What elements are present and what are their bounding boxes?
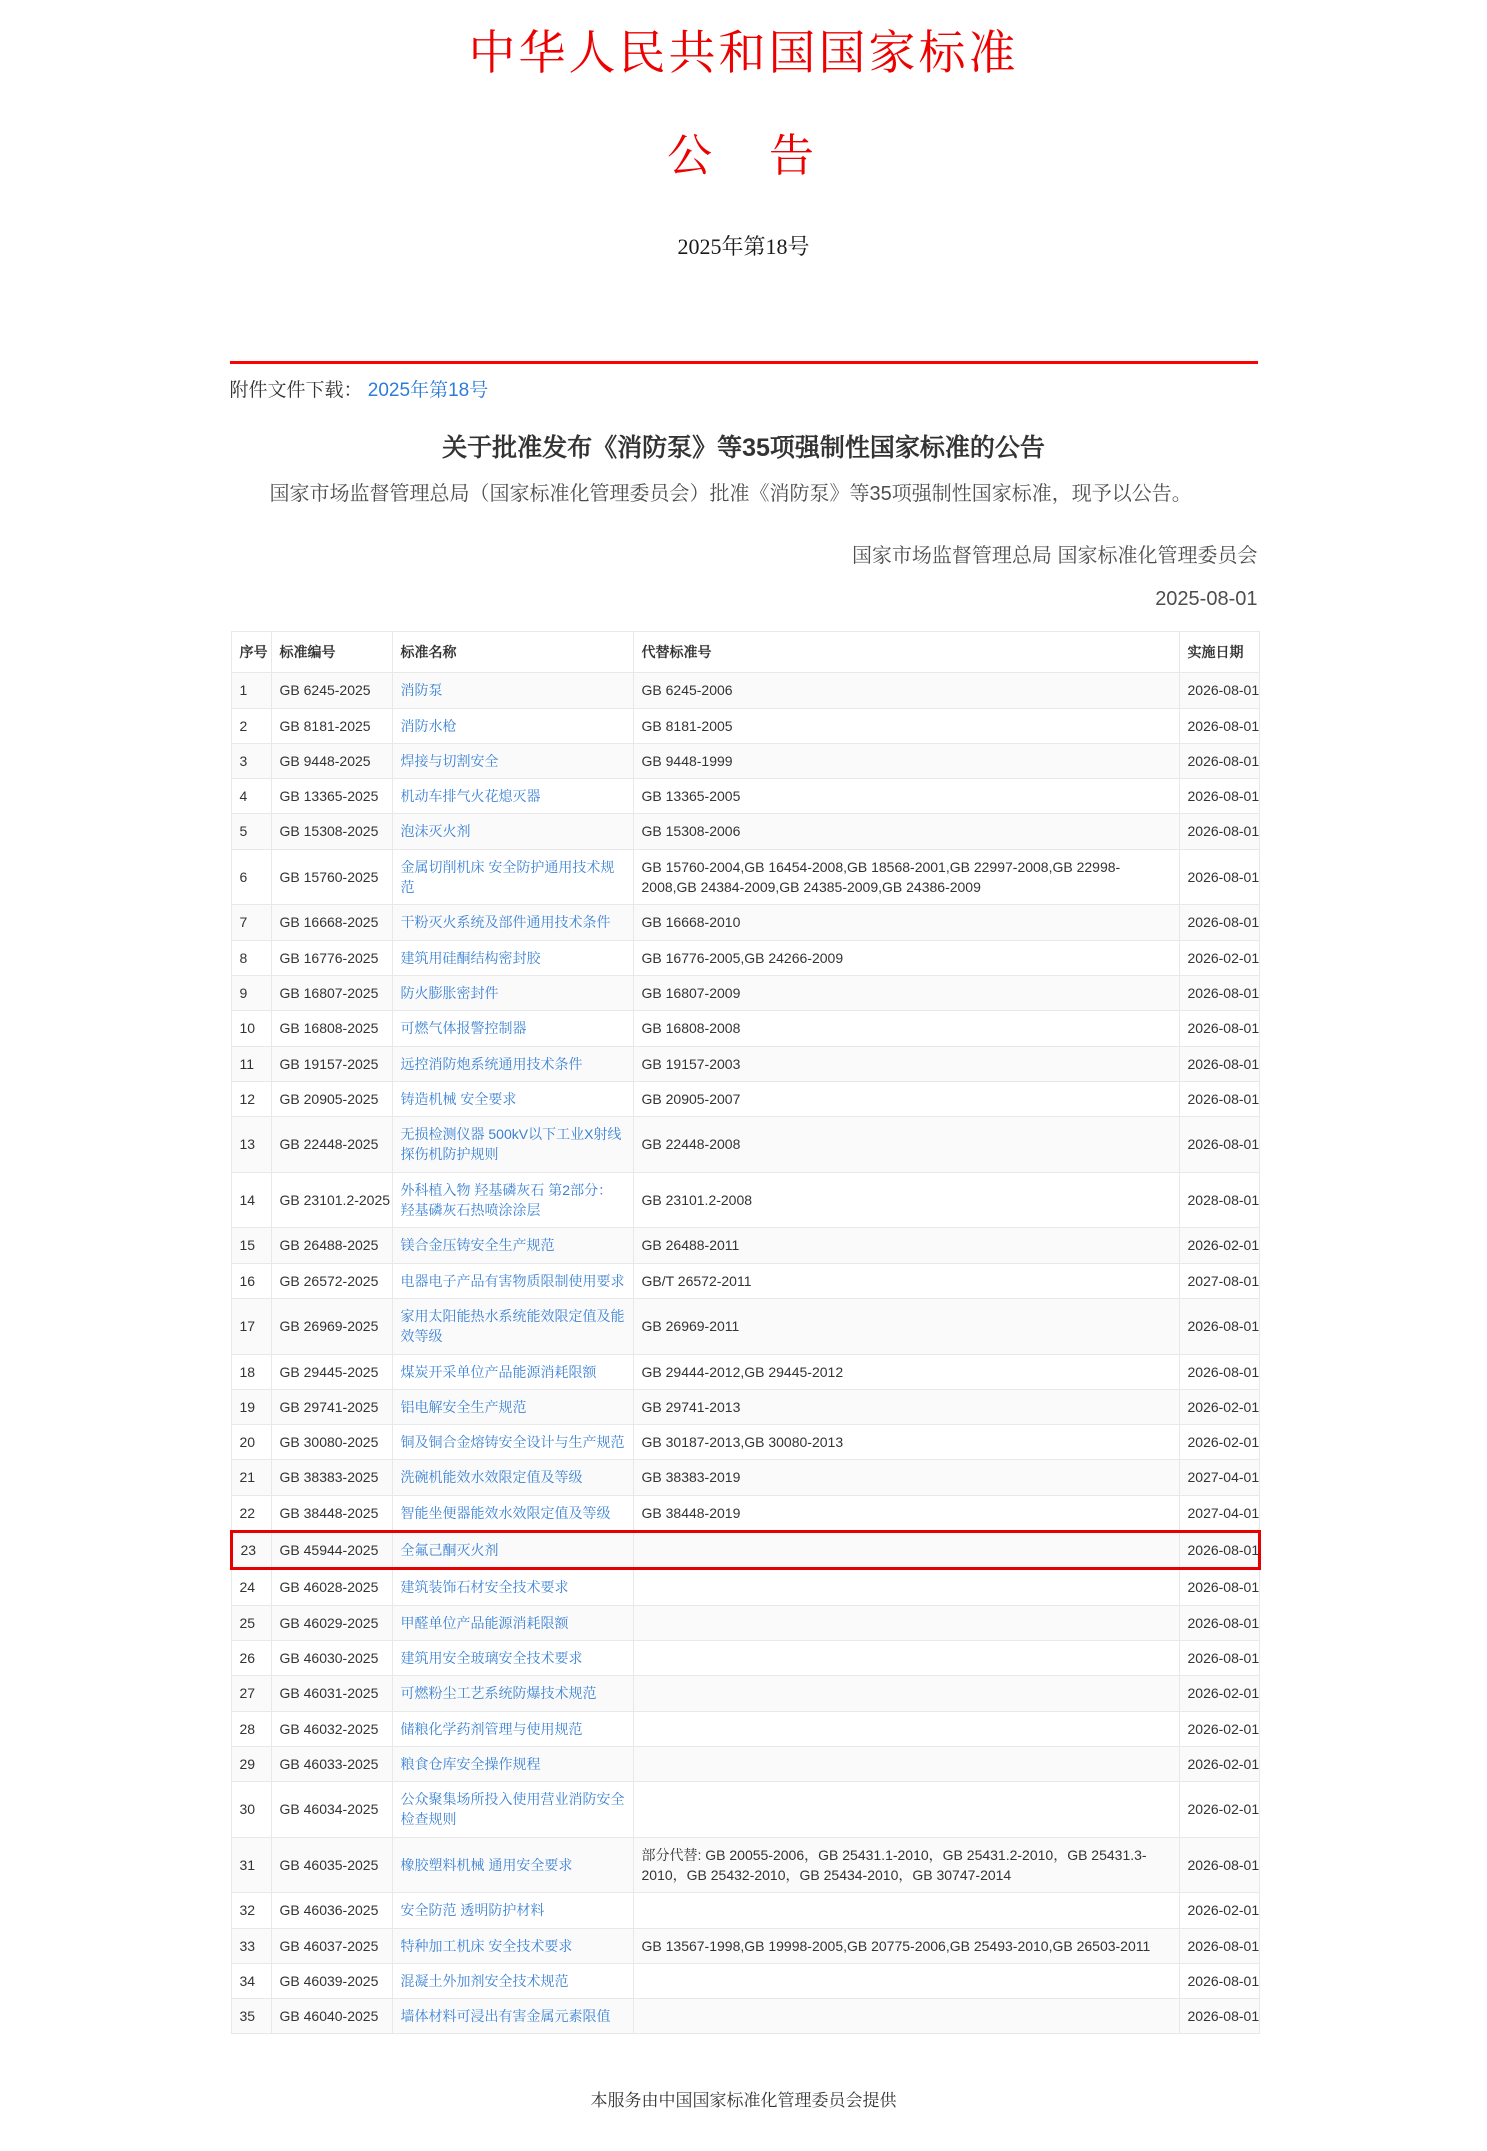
- standard-name-link[interactable]: 建筑用安全玻璃安全技术要求: [400, 1649, 583, 1666]
- table-header-row: [231, 632, 1259, 673]
- standard-name-cell: [392, 1532, 633, 1569]
- standard-name-cell: [392, 708, 633, 743]
- standard-name-link[interactable]: 储粮化学药剂管理与使用规范: [400, 1720, 583, 1737]
- table-row: [231, 849, 1259, 905]
- table-row: [231, 1263, 1259, 1298]
- row-number: 21: [231, 1460, 271, 1495]
- implementation-date: 2026-08-01: [1179, 905, 1259, 940]
- standard-name-link[interactable]: 全氟己酮灭火剂: [400, 1542, 499, 1559]
- standard-code: GB 46033-2025: [271, 1746, 392, 1781]
- replaced-standards: GB 9448-1999: [633, 743, 1179, 778]
- standard-code: GB 46040-2025: [271, 1999, 392, 2034]
- standard-name-cell: [392, 1893, 633, 1928]
- standard-name-cell: [392, 1354, 633, 1389]
- replaced-standards: GB 38448-2019: [633, 1495, 1179, 1531]
- standard-code: GB 46039-2025: [271, 1963, 392, 1998]
- implementation-date: 2026-08-01: [1179, 1354, 1259, 1389]
- table-row: [231, 1495, 1259, 1531]
- standard-name-link[interactable]: 防火膨胀密封件: [400, 984, 499, 1001]
- row-number: 30: [231, 1782, 271, 1838]
- standard-name-cell: [392, 1495, 633, 1531]
- standard-name-link[interactable]: 焊接与切割安全: [400, 752, 499, 769]
- standard-name-cell: [392, 1746, 633, 1781]
- row-number: 8: [231, 940, 271, 975]
- row-number: 1: [231, 673, 271, 708]
- standard-code: GB 20905-2025: [271, 1081, 392, 1116]
- announcement-page: [230, 16, 1258, 2151]
- standard-name-cell: [392, 673, 633, 708]
- standard-name-cell: [392, 1046, 633, 1081]
- standard-code: GB 29741-2025: [271, 1389, 392, 1424]
- standard-name-link[interactable]: 家用太阳能热水系统能效限定值及能效等级: [400, 1307, 625, 1345]
- replaced-standards: GB 16808-2008: [633, 1011, 1179, 1046]
- implementation-date: 2026-08-01: [1179, 673, 1259, 708]
- standard-name-cell: [392, 1117, 633, 1173]
- standard-name-link[interactable]: 镁合金压铸安全生产规范: [400, 1237, 555, 1254]
- standard-name-link[interactable]: 铝电解安全生产规范: [400, 1398, 527, 1415]
- replaced-standards: GB 29741-2013: [633, 1389, 1179, 1424]
- standard-name-link[interactable]: 无损检测仪器 500kV以下工业X射线探伤机防护规则: [400, 1126, 622, 1163]
- table-row: [231, 1228, 1259, 1263]
- replaced-standards: GB 30187-2013,GB 30080-2013: [633, 1425, 1179, 1460]
- standard-name-cell: [392, 940, 633, 975]
- standard-name-link[interactable]: 电器电子产品有害物质限制使用要求: [400, 1272, 625, 1289]
- replaced-standards: [633, 1782, 1179, 1838]
- row-number: 25: [231, 1605, 271, 1640]
- replaced-standards: GB 15760-2004,GB 16454-2008,GB 18568-2001,GB 22997-2008,GB 22998-2008,GB 24384-2009,GB 24385-2009,GB 24386-2009: [633, 849, 1179, 905]
- implementation-date: 2026-08-01: [1179, 779, 1259, 814]
- replaced-standards: GB 15308-2006: [633, 814, 1179, 849]
- replaced-standards: GB 26488-2011: [633, 1228, 1179, 1263]
- standard-name-cell: [392, 1999, 633, 2034]
- standard-code: GB 46029-2025: [271, 1605, 392, 1640]
- standard-name-cell: [392, 1711, 633, 1746]
- row-number: 14: [231, 1172, 271, 1228]
- implementation-date: 2028-08-01: [1179, 1172, 1259, 1228]
- table-row: [231, 1011, 1259, 1046]
- row-number: 22: [231, 1495, 271, 1531]
- replaced-standards: [633, 1605, 1179, 1640]
- replaced-standards: GB 16668-2010: [633, 905, 1179, 940]
- standard-name-cell: [392, 779, 633, 814]
- row-number: 11: [231, 1046, 271, 1081]
- attachment-row: [230, 364, 1258, 408]
- replaced-standards: [633, 1640, 1179, 1675]
- row-number: 28: [231, 1711, 271, 1746]
- implementation-date: 2026-08-01: [1179, 743, 1259, 778]
- replaced-standards: GB/T 26572-2011: [633, 1263, 1179, 1298]
- standard-name-link[interactable]: 混凝土外加剂安全技术规范: [400, 1972, 569, 1989]
- row-number: 20: [231, 1425, 271, 1460]
- table-row: [231, 1746, 1259, 1781]
- standard-name-cell: [392, 975, 633, 1010]
- implementation-date: 2026-08-01: [1179, 849, 1259, 905]
- implementation-date: 2026-02-01: [1179, 1425, 1259, 1460]
- implementation-date: 2026-08-01: [1179, 1605, 1259, 1640]
- replaced-standards: GB 13567-1998,GB 19998-2005,GB 20775-2006,GB 25493-2010,GB 26503-2011: [633, 1928, 1179, 1963]
- table-row: [231, 1460, 1259, 1495]
- standard-name-cell: [392, 1389, 633, 1424]
- standard-code: GB 46035-2025: [271, 1837, 392, 1893]
- row-number: 33: [231, 1928, 271, 1963]
- standard-code: GB 16668-2025: [271, 905, 392, 940]
- implementation-date: 2026-02-01: [1179, 1711, 1259, 1746]
- table-row: [231, 1837, 1259, 1893]
- table-row: [231, 1893, 1259, 1928]
- standard-name-cell: [392, 743, 633, 778]
- standard-name-link[interactable]: 煤炭开采单位产品能源消耗限额: [400, 1363, 597, 1380]
- implementation-date: 2026-08-01: [1179, 1081, 1259, 1116]
- standard-name-cell: [392, 1837, 633, 1893]
- standards-table: [230, 631, 1261, 2034]
- replaced-standards: [633, 1746, 1179, 1781]
- column-header-name: 标准名称: [392, 632, 633, 673]
- standard-name-link[interactable]: 消防泵: [400, 682, 443, 699]
- replaced-standards: GB 8181-2005: [633, 708, 1179, 743]
- standard-name-cell: [392, 814, 633, 849]
- implementation-date: 2026-08-01: [1179, 1928, 1259, 1963]
- table-row: [231, 1046, 1259, 1081]
- standard-code: GB 16776-2025: [271, 940, 392, 975]
- standard-code: GB 46031-2025: [271, 1676, 392, 1711]
- replaced-standards: GB 38383-2019: [633, 1460, 1179, 1495]
- row-number: 13: [231, 1117, 271, 1173]
- standard-name-link[interactable]: 智能坐便器能效水效限定值及等级: [400, 1504, 611, 1521]
- row-number: 16: [231, 1263, 271, 1298]
- table-row: [231, 1389, 1259, 1424]
- table-row: [231, 1569, 1259, 1605]
- standard-code: GB 46037-2025: [271, 1928, 392, 1963]
- notice-title: 关于批准发布《消防泵》等35项强制性国家标准的公告: [442, 434, 1045, 462]
- column-header-no: 序号: [231, 632, 271, 673]
- standard-code: GB 26488-2025: [271, 1228, 392, 1263]
- column-header-replaces: 代替标准号: [633, 632, 1179, 673]
- standard-name-link[interactable]: 特种加工机床 安全技术要求: [400, 1937, 573, 1954]
- standard-code: GB 22448-2025: [271, 1117, 392, 1173]
- implementation-date: 2026-08-01: [1179, 1963, 1259, 1998]
- row-number: 31: [231, 1837, 271, 1893]
- standard-name-cell: [392, 1928, 633, 1963]
- row-number: 3: [231, 743, 271, 778]
- implementation-date: 2027-04-01: [1179, 1460, 1259, 1495]
- implementation-date: 2026-08-01: [1179, 1999, 1259, 2034]
- standard-name-link[interactable]: 泡沫灭火剂: [400, 823, 471, 840]
- replaced-standards: GB 19157-2003: [633, 1046, 1179, 1081]
- row-number: 2: [231, 708, 271, 743]
- attachment-label: 附件文件下载：: [229, 380, 363, 401]
- table-row: [231, 673, 1259, 708]
- replaced-standards: 部分代替: GB 20055-2006，GB 25431.1-2010，GB 25431.2-2010，GB 25431.3-2010，GB 25432-2010，GB 25434-2010，GB 30747-2014: [633, 1837, 1179, 1893]
- table-row: [231, 1676, 1259, 1711]
- standard-name-link[interactable]: 干粉灭火系统及部件通用技术条件: [400, 914, 611, 931]
- standard-name-link[interactable]: 甲醛单位产品能源消耗限额: [400, 1614, 569, 1631]
- row-number: 7: [231, 905, 271, 940]
- standard-code: GB 38448-2025: [271, 1495, 392, 1531]
- standard-code: GB 23101.2-2025: [271, 1172, 392, 1228]
- standard-code: GB 16807-2025: [271, 975, 392, 1010]
- standard-name-cell: [392, 1172, 633, 1228]
- row-number: 19: [231, 1389, 271, 1424]
- table-row: [231, 1081, 1259, 1116]
- table-row: [231, 1782, 1259, 1838]
- standard-code: GB 8181-2025: [271, 708, 392, 743]
- implementation-date: 2026-02-01: [1179, 1782, 1259, 1838]
- table-row: [231, 814, 1259, 849]
- row-number: 26: [231, 1640, 271, 1675]
- standard-name-cell: [392, 1963, 633, 1998]
- standard-name-link[interactable]: 建筑用硅酮结构密封胶: [400, 949, 541, 966]
- replaced-standards: [633, 1893, 1179, 1928]
- standard-code: GB 46030-2025: [271, 1640, 392, 1675]
- implementation-date: 2026-08-01: [1179, 1532, 1259, 1569]
- footer-text: 本服务由中国国家标准化管理委员会提供: [590, 2091, 897, 2111]
- table-row: [231, 1640, 1259, 1675]
- row-number: 34: [231, 1963, 271, 1998]
- implementation-date: 2026-08-01: [1179, 708, 1259, 743]
- standard-name-link[interactable]: 远控消防炮系统通用技术条件: [400, 1055, 583, 1072]
- implementation-date: 2027-04-01: [1179, 1495, 1259, 1531]
- standard-code: GB 46032-2025: [271, 1711, 392, 1746]
- implementation-date: 2027-08-01: [1179, 1263, 1259, 1298]
- standard-name-link[interactable]: 安全防范 透明防护材料: [400, 1902, 545, 1919]
- implementation-date: 2026-02-01: [1179, 1676, 1259, 1711]
- notice-signature: 国家市场监督管理总局 国家标准化管理委员会: [851, 545, 1258, 567]
- standard-name-cell: [392, 1640, 633, 1675]
- issue-number: 2025年第18号: [677, 234, 810, 259]
- column-header-date: 实施日期: [1179, 632, 1259, 673]
- standard-name-link[interactable]: 橡胶塑料机械 通用安全要求: [400, 1856, 573, 1873]
- implementation-date: 2026-08-01: [1179, 814, 1259, 849]
- replaced-standards: [633, 1999, 1179, 2034]
- row-number: 17: [231, 1298, 271, 1354]
- standard-code: GB 9448-2025: [271, 743, 392, 778]
- replaced-standards: GB 23101.2-2008: [633, 1172, 1179, 1228]
- standard-code: GB 29445-2025: [271, 1354, 392, 1389]
- standard-name-cell: [392, 1782, 633, 1838]
- replaced-standards: [633, 1676, 1179, 1711]
- implementation-date: 2026-02-01: [1179, 1228, 1259, 1263]
- standard-name-cell: [392, 1605, 633, 1640]
- standard-code: GB 46028-2025: [271, 1569, 392, 1605]
- row-number: 4: [231, 779, 271, 814]
- standard-code: GB 13365-2025: [271, 779, 392, 814]
- row-number: 12: [231, 1081, 271, 1116]
- row-number: 18: [231, 1354, 271, 1389]
- replaced-standards: GB 16776-2005,GB 24266-2009: [633, 940, 1179, 975]
- standard-name-cell: [392, 1569, 633, 1605]
- row-number: 10: [231, 1011, 271, 1046]
- row-number: 29: [231, 1746, 271, 1781]
- table-row: [231, 1532, 1259, 1569]
- table-row: [231, 1298, 1259, 1354]
- row-number: 24: [231, 1569, 271, 1605]
- table-row: [231, 1928, 1259, 1963]
- table-row: [231, 1963, 1259, 1998]
- replaced-standards: [633, 1711, 1179, 1746]
- page-subtitle: 公 告: [666, 131, 820, 181]
- standard-name-cell: [392, 1676, 633, 1711]
- row-number: 5: [231, 814, 271, 849]
- table-row: [231, 779, 1259, 814]
- replaced-standards: GB 22448-2008: [633, 1117, 1179, 1173]
- standard-name-link[interactable]: 可燃粉尘工艺系统防爆技术规范: [400, 1685, 597, 1702]
- table-row: [231, 905, 1259, 940]
- standard-code: GB 16808-2025: [271, 1011, 392, 1046]
- standard-name-link[interactable]: 铜及铜合金熔铸安全设计与生产规范: [400, 1434, 625, 1451]
- standard-name-cell: [392, 1011, 633, 1046]
- standard-name-link[interactable]: 洗碗机能效水效限定值及等级: [400, 1469, 583, 1486]
- standard-name-cell: [392, 1425, 633, 1460]
- standard-code: GB 6245-2025: [271, 673, 392, 708]
- standard-code: GB 15308-2025: [271, 814, 392, 849]
- replaced-standards: GB 16807-2009: [633, 975, 1179, 1010]
- standard-name-link[interactable]: 机动车排气火花熄灭器: [400, 788, 541, 805]
- replaced-standards: GB 29444-2012,GB 29445-2012: [633, 1354, 1179, 1389]
- table-row: [231, 743, 1259, 778]
- page-title: 中华人民共和国国家标准: [468, 28, 1019, 80]
- implementation-date: 2026-02-01: [1179, 1746, 1259, 1781]
- standard-name-link[interactable]: 公众聚集场所投入使用营业消防安全检查规则: [400, 1791, 625, 1828]
- table-row: [231, 1354, 1259, 1389]
- row-number: 15: [231, 1228, 271, 1263]
- standard-name-link[interactable]: 消防水枪: [400, 717, 457, 734]
- table-row: [231, 1425, 1259, 1460]
- standard-name-cell: [392, 1298, 633, 1354]
- table-row: [231, 708, 1259, 743]
- standard-name-cell: [392, 1081, 633, 1116]
- implementation-date: 2026-08-01: [1179, 1837, 1259, 1893]
- implementation-date: 2026-02-01: [1179, 1893, 1259, 1928]
- row-number: 32: [231, 1893, 271, 1928]
- standard-code: GB 46034-2025: [271, 1782, 392, 1838]
- implementation-date: 2026-08-01: [1179, 1569, 1259, 1605]
- row-number: 35: [231, 1999, 271, 2034]
- standard-code: GB 26969-2025: [271, 1298, 392, 1354]
- replaced-standards: [633, 1963, 1179, 1998]
- table-row: [231, 940, 1259, 975]
- row-number: 23: [231, 1532, 271, 1569]
- attachment-download-link[interactable]: 2025年第18号: [367, 380, 489, 401]
- implementation-date: 2026-08-01: [1179, 1298, 1259, 1354]
- implementation-date: 2026-08-01: [1179, 1640, 1259, 1675]
- replaced-standards: GB 20905-2007: [633, 1081, 1179, 1116]
- standard-code: GB 19157-2025: [271, 1046, 392, 1081]
- table-row: [231, 975, 1259, 1010]
- column-header-code: 标准编号: [271, 632, 392, 673]
- standard-code: GB 45944-2025: [271, 1532, 392, 1569]
- standard-code: GB 30080-2025: [271, 1425, 392, 1460]
- standard-name-cell: [392, 1460, 633, 1495]
- standard-name-cell: [392, 849, 633, 905]
- table-row: [231, 1711, 1259, 1746]
- implementation-date: 2026-08-01: [1179, 975, 1259, 1010]
- implementation-date: 2026-02-01: [1179, 1389, 1259, 1424]
- standard-name-link[interactable]: 建筑装饰石材安全技术要求: [400, 1579, 569, 1596]
- notice-body: 国家市场监督管理总局（国家标准化管理委员会）批准《消防泵》等35项强制性国家标准，现予以公告。: [269, 483, 1192, 505]
- standard-name-cell: [392, 1228, 633, 1263]
- table-row: [231, 1117, 1259, 1173]
- replaced-standards: GB 13365-2005: [633, 779, 1179, 814]
- standard-code: GB 15760-2025: [271, 849, 392, 905]
- table-row: [231, 1605, 1259, 1640]
- standard-name-link[interactable]: 可燃气体报警控制器: [400, 1020, 527, 1037]
- table-row: [231, 1999, 1259, 2034]
- replaced-standards: GB 26969-2011: [633, 1298, 1179, 1354]
- standard-code: GB 26572-2025: [271, 1263, 392, 1298]
- standard-name-link[interactable]: 金属切削机床 安全防护通用技术规范: [400, 858, 615, 896]
- standard-name-link[interactable]: 铸造机械 安全要求: [400, 1090, 517, 1107]
- notice-date: 2025-08-01: [1155, 588, 1258, 610]
- standard-name-link[interactable]: 外科植入物 羟基磷灰石 第2部分：羟基磷灰石热喷涂涂层: [400, 1181, 613, 1219]
- replaced-standards: [633, 1569, 1179, 1605]
- implementation-date: 2026-08-01: [1179, 1011, 1259, 1046]
- standard-name-cell: [392, 905, 633, 940]
- implementation-date: 2026-02-01: [1179, 940, 1259, 975]
- standard-name-link[interactable]: 墙体材料可浸出有害金属元素限值: [400, 2008, 611, 2025]
- table-row: [231, 1172, 1259, 1228]
- implementation-date: 2026-08-01: [1179, 1117, 1259, 1173]
- implementation-date: 2026-08-01: [1179, 1046, 1259, 1081]
- standard-name-link[interactable]: 粮食仓库安全操作规程: [400, 1755, 541, 1772]
- standard-code: GB 46036-2025: [271, 1893, 392, 1928]
- replaced-standards: GB 6245-2006: [633, 673, 1179, 708]
- row-number: 9: [231, 975, 271, 1010]
- standard-code: GB 38383-2025: [271, 1460, 392, 1495]
- standard-name-cell: [392, 1263, 633, 1298]
- row-number: 27: [231, 1676, 271, 1711]
- replaced-standards: [633, 1532, 1179, 1569]
- row-number: 6: [231, 849, 271, 905]
